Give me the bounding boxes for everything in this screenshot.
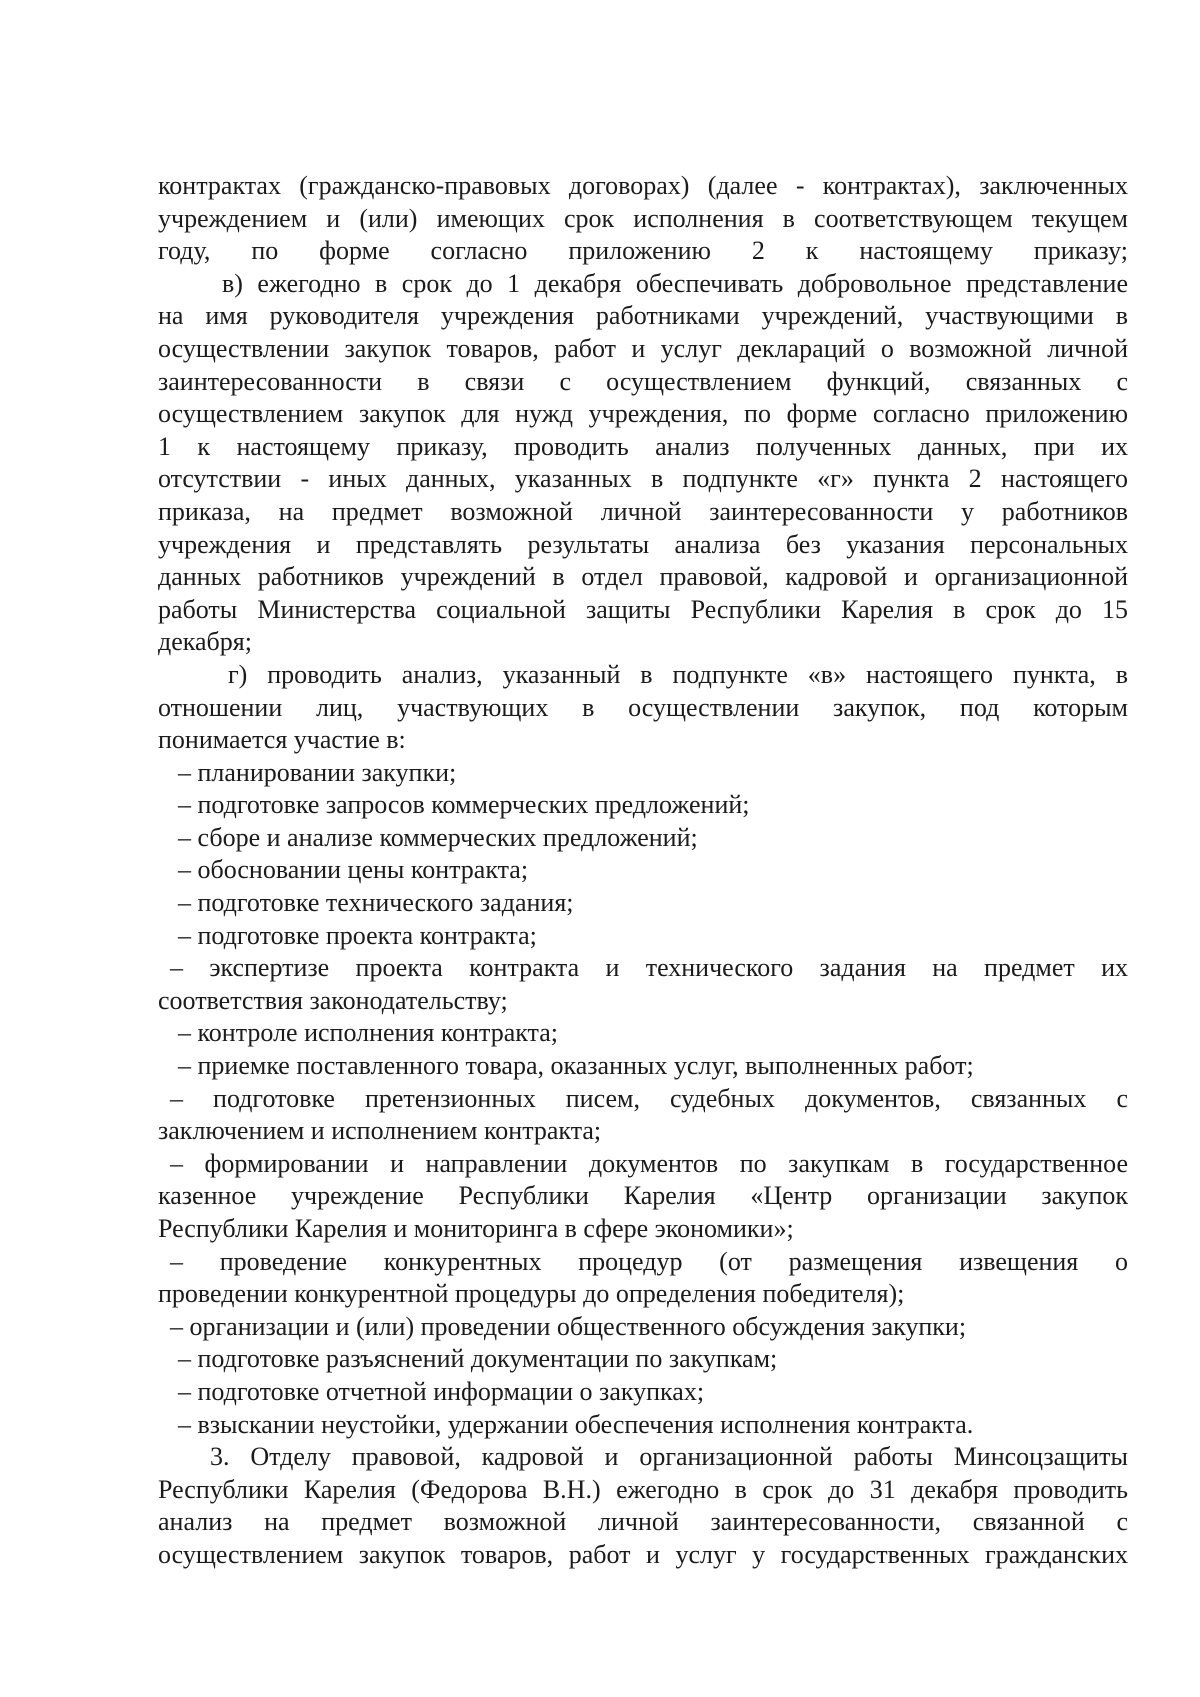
text-line: Республики Карелия и мониторинга в сфере экономики»;	[158, 1214, 794, 1243]
text-line: учреждения и представлять результаты анализа без указания персональных	[158, 529, 1128, 559]
text-line: – подготовке разъяснений документации по закупкам;	[178, 1344, 778, 1374]
text-line: осуществлении закупок товаров, работ и услуг деклараций о возможной личной	[158, 333, 1128, 363]
text-line: – экспертизе проекта контракта и технического задания на предмет их	[170, 953, 1128, 983]
text-line: – приемке поставленного товара, оказанных услуг, выполненных работ;	[178, 1051, 974, 1081]
text-line: Республики Карелия (Федорова В.Н.) ежегодно в срок до 31 декабря проводить	[158, 1474, 1128, 1504]
text-line: отношении лиц, участвующих в осуществлении закупок, под которым	[158, 692, 1128, 722]
text-line: учреждением и (или) имеющих срок исполнения в соответствующем текущем	[158, 203, 1128, 233]
text-line: – организации и (или) проведении общественного обсуждения закупки;	[170, 1311, 967, 1341]
document-body	[158, 170, 1128, 1572]
text-line: – обосновании цены контракта;	[178, 855, 529, 885]
text-line: – подготовке запросов коммерческих предложений;	[178, 790, 750, 820]
text-line: декабря;	[158, 627, 252, 657]
text-line: – планировании закупки;	[178, 757, 457, 787]
text-line: – взыскании неустойки, удержании обеспечения исполнения контракта.	[178, 1409, 974, 1439]
text-line: – проведение конкурентных процедур (от размещения извещения о	[170, 1246, 1128, 1276]
text-line: отсутствии - иных данных, указанных в подпункте «г» пункта 2 настоящего	[158, 464, 1128, 494]
text-line: году, по форме согласно приложению 2 к настоящему приказу;	[158, 236, 1128, 266]
text-line: на имя руководителя учреждения работниками учреждений, участвующими в	[158, 301, 1128, 331]
text-line: осуществлением закупок для нужд учреждения, по форме согласно приложению	[158, 399, 1128, 429]
text-line: г) проводить анализ, указанный в подпункте «в» настоящего пункта, в	[228, 659, 1128, 689]
text-line: понимается участие в:	[158, 725, 406, 755]
text-line: 1 к настоящему приказу, проводить анализ полученных данных, при их	[158, 431, 1128, 461]
text-line: в) ежегодно в срок до 1 декабря обеспечивать добровольное представление	[222, 268, 1128, 298]
text-line: контрактах (гражданско-правовых договорах) (далее - контрактах), заключенных	[158, 171, 1128, 200]
text-line: 3. Отделу правовой, кадровой и организационной работы Минсоцзащиты	[210, 1442, 1128, 1472]
text-line: казенное учреждение Республики Карелия «Центр организации закупок	[158, 1181, 1128, 1211]
text-line: соответствия законодательству;	[158, 985, 508, 1015]
text-line: – подготовке претензионных писем, судебных документов, связанных с	[170, 1083, 1128, 1113]
text-line: анализ на предмет возможной личной заинтересованности, связанной с	[158, 1507, 1128, 1537]
text-line: осуществлением закупок товаров, работ и услуг у государственных гражданских	[158, 1539, 1128, 1569]
text-line: заинтересованности в связи с осуществлением функций, связанных с	[158, 366, 1128, 396]
text-line: – сборе и анализе коммерческих предложений;	[178, 822, 698, 852]
text-line: – подготовке отчетной информации о закупках;	[178, 1376, 705, 1406]
text-line: заключением и исполнением контракта;	[158, 1116, 602, 1146]
text-line: работы Министерства социальной защиты Республики Карелия в срок до 15	[158, 594, 1128, 624]
text-line: проведении конкурентной процедуры до определения победителя);	[158, 1279, 905, 1309]
text-line: данных работников учреждений в отдел правовой, кадровой и организационной	[158, 562, 1128, 592]
text-line: – контроле исполнения контракта;	[178, 1018, 558, 1048]
text-line: – формировании и направлении документов по закупкам в государственное	[170, 1148, 1128, 1178]
text-line: приказа, на предмет возможной личной заинтересованности у работников	[158, 496, 1128, 526]
text-line: – подготовке технического задания;	[178, 888, 574, 918]
text-line: – подготовке проекта контракта;	[178, 920, 537, 950]
